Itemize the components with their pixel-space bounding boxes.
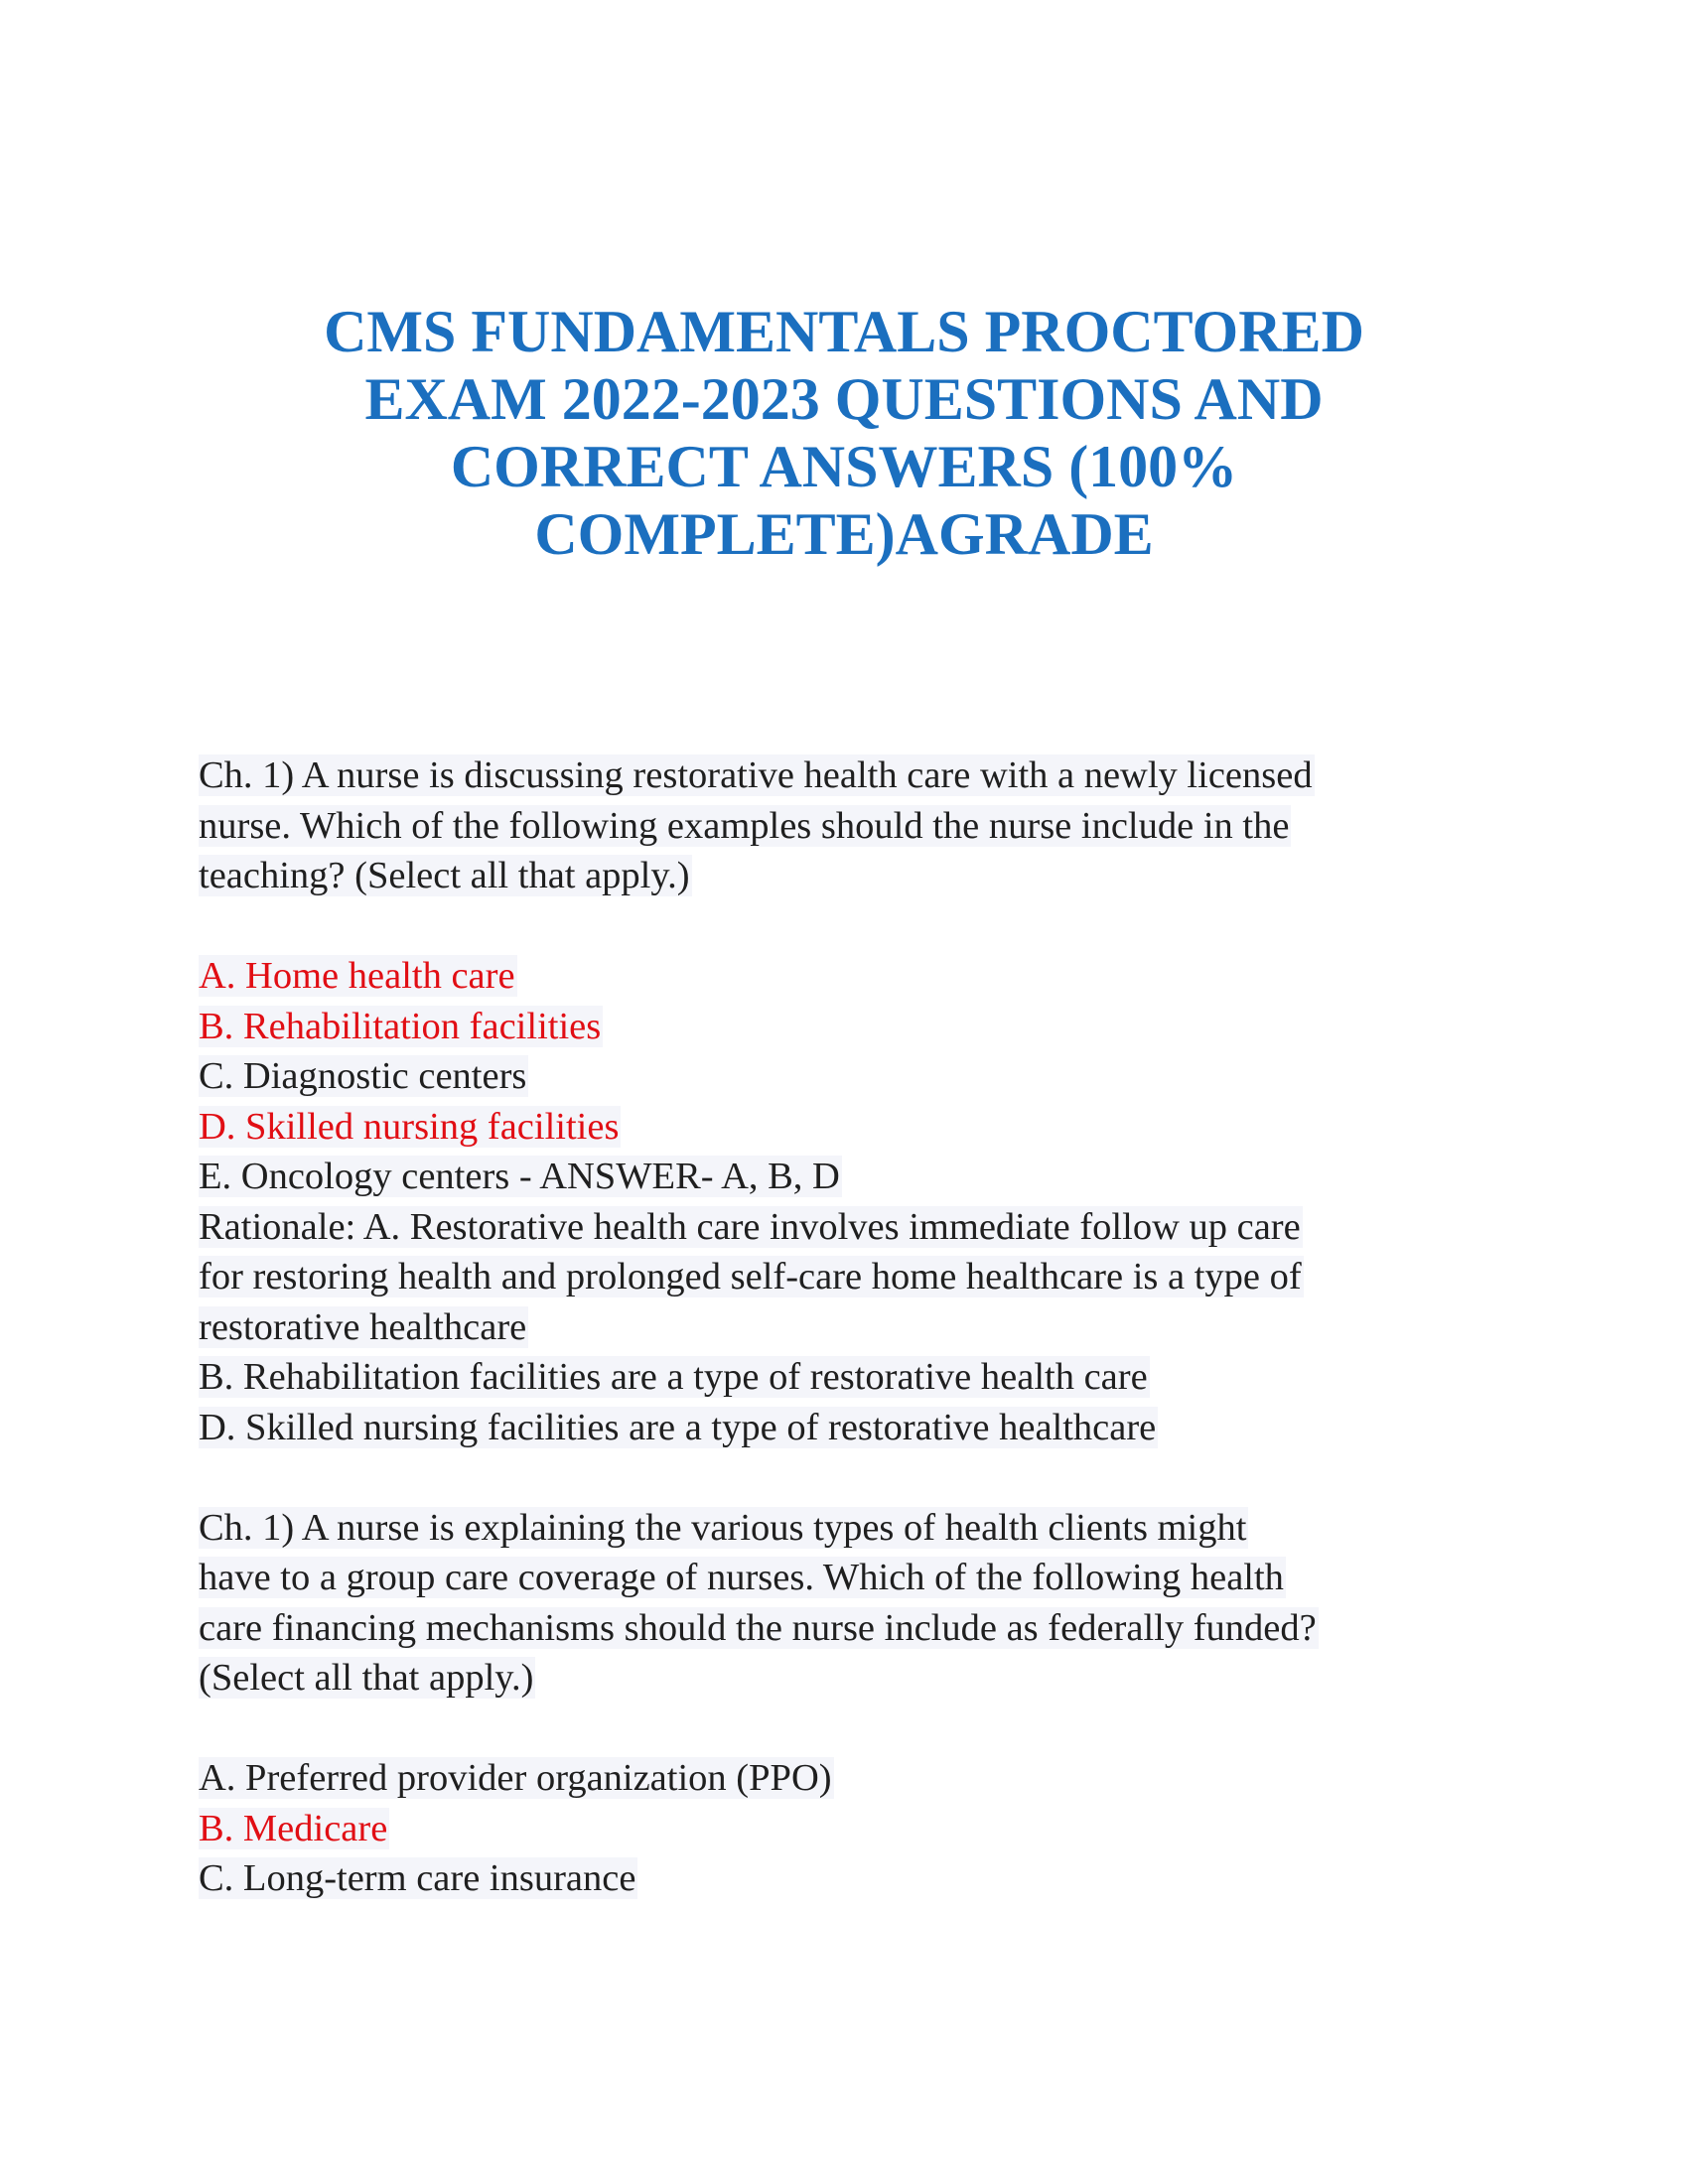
question-1-option-e-answer: E. Oncology centers - ANSWER- A, B, D: [199, 1156, 840, 1197]
question-1-stem-line: Ch. 1) A nurse is discussing restorative health care with a newly licensed: [199, 754, 1313, 796]
question-2-stem-line: Ch. 1) A nurse is explaining the various types of health clients might: [199, 1506, 1247, 1549]
question-2: [199, 1503, 1509, 1904]
question-1-rationale-line: Rationale: A. Restorative health care involves immediate follow up care: [199, 1205, 1301, 1248]
spacer: [199, 901, 1509, 952]
document-title: [149, 298, 1539, 568]
spacer: [199, 1452, 1509, 1503]
title-line: CORRECT ANSWERS (100%: [450, 434, 1238, 499]
question-1-stem-line: nurse. Which of the following examples should the nurse include in the: [199, 804, 1290, 847]
question-1-option-c: C. Diagnostic centers: [199, 1055, 527, 1097]
spacer: [199, 1704, 1509, 1754]
question-1-option-b-correct: B. Rehabilitation facilities: [199, 1005, 602, 1047]
title-line: COMPLETE)AGRADE: [534, 501, 1154, 567]
question-2-option-b-correct: B. Medicare: [199, 1807, 388, 1849]
title-line: CMS FUNDAMENTALS PROCTORED: [324, 299, 1364, 364]
question-1-rationale-line: restorative healthcare: [199, 1305, 527, 1348]
question-2-stem-line: (Select all that apply.): [199, 1657, 534, 1699]
question-1-rationale-line: B. Rehabilitation facilities are a type of restorative health care: [199, 1356, 1148, 1398]
question-1-rationale-line: for restoring health and prolonged self-care home healthcare is a type of: [199, 1256, 1302, 1297]
question-1-rationale-line: D. Skilled nursing facilities are a type of restorative healthcare: [199, 1406, 1157, 1448]
question-2-stem-line: have to a group care coverage of nurses. Which of the following health: [199, 1557, 1284, 1598]
question-1-option-a-correct: A. Home health care: [199, 955, 515, 997]
question-1-option-d-correct: D. Skilled nursing facilities: [199, 1105, 620, 1148]
question-1: [199, 751, 1509, 1452]
title-line: EXAM 2022-2023 QUESTIONS AND: [364, 366, 1324, 432]
question-2-option-c: C. Long-term care insurance: [199, 1857, 636, 1899]
question-2-option-a: A. Preferred provider organization (PPO): [199, 1757, 832, 1799]
document-body: [199, 751, 1509, 1904]
question-1-stem-line: teaching? (Select all that apply.): [199, 855, 690, 896]
question-2-stem-line: care financing mechanisms should the nurse include as federally funded?: [199, 1606, 1317, 1649]
